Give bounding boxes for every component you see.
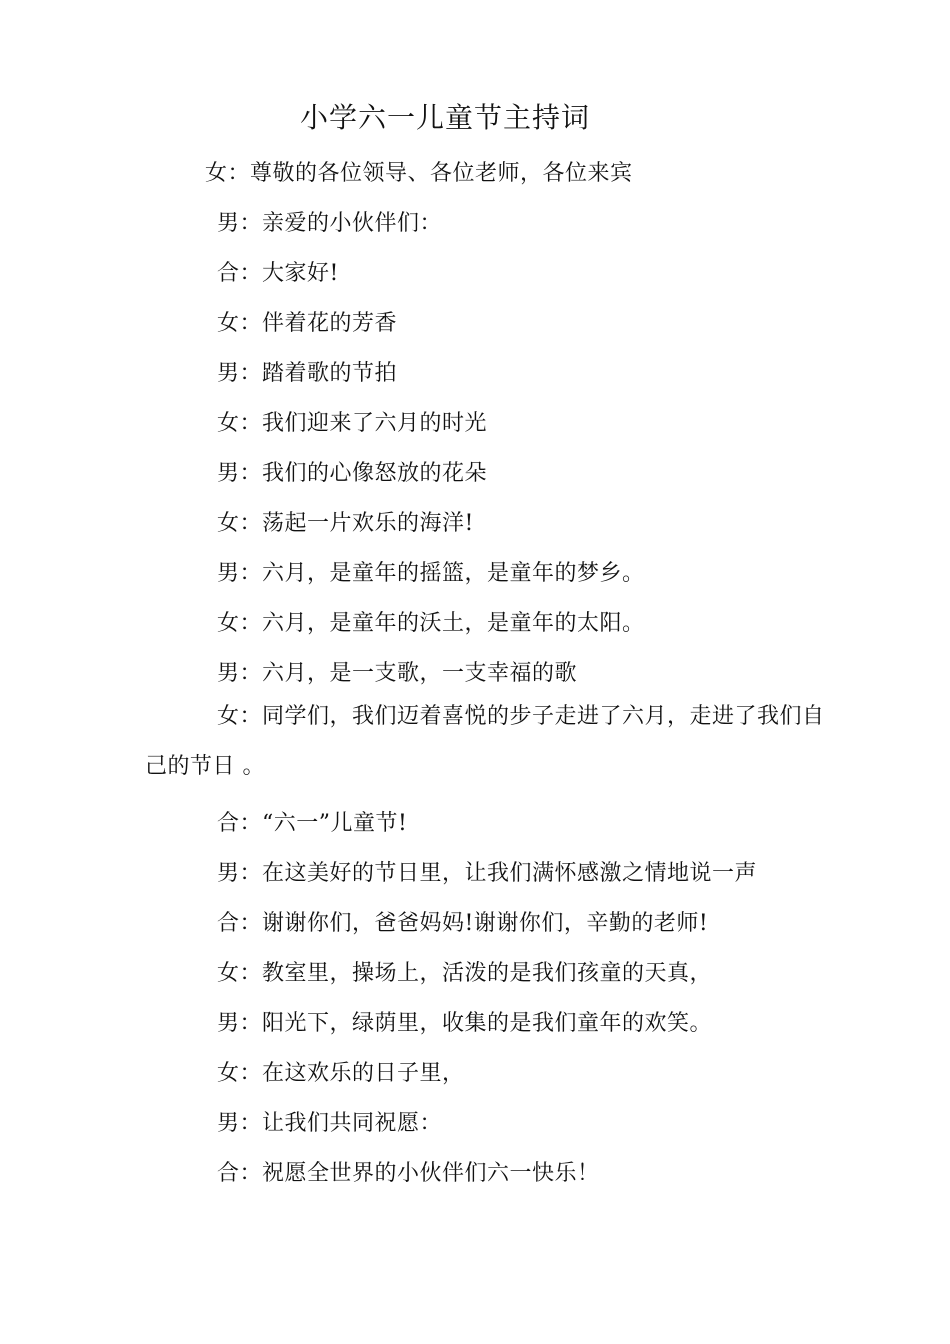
script-line: 男：踏着歌的节拍 [217,361,398,386]
script-line: 合：谢谢你们，爸爸妈妈!谢谢你们，辛勤的老师! [217,911,709,936]
script-line: 男：六月，是一支歌，一支幸福的歌 [217,661,578,686]
script-line: 男：我们的心像怒放的花朵 [217,461,488,486]
script-line: 女：我们迎来了六月的时光 [217,411,488,436]
script-line: 合：大家好! [217,261,339,286]
script-line: 男：让我们共同祝愿： [217,1111,443,1136]
script-line: 女：尊敬的各位领导、各位老师，各位来宾 [205,161,633,186]
script-line: 男：六月，是童年的摇篮，是童年的梦乡。 [217,561,645,586]
script-line: 女：荡起一片欢乐的海洋! [217,511,474,536]
script-line: 男：在这美好的节日里，让我们满怀感激之情地说一声 [217,861,758,886]
script-line: 女：教室里，操场上，活泼的是我们孩童的天真， [217,961,713,986]
script-line: 女：六月，是童年的沃土，是童年的太阳。 [217,611,645,636]
script-line: 男：阳光下，绿荫里，收集的是我们童年的欢笑。 [217,1011,713,1036]
script-line: 女：伴着花的芳香 [217,311,398,336]
script-line: 合：祝愿全世界的小伙伴们六一快乐！ [217,1161,600,1186]
script-line: 女：在这欢乐的日子里， [217,1061,465,1086]
script-paragraph: 女：同学们，我们迈着喜悦的步子走进了六月，走进了我们自己的节日 。 [145,704,825,779]
script-line: 男：亲爱的小伙伴们： [217,211,443,236]
script-line: 合：“六一”儿童节! [217,811,408,836]
document-title: 小学六一儿童节主持词 [299,101,590,134]
